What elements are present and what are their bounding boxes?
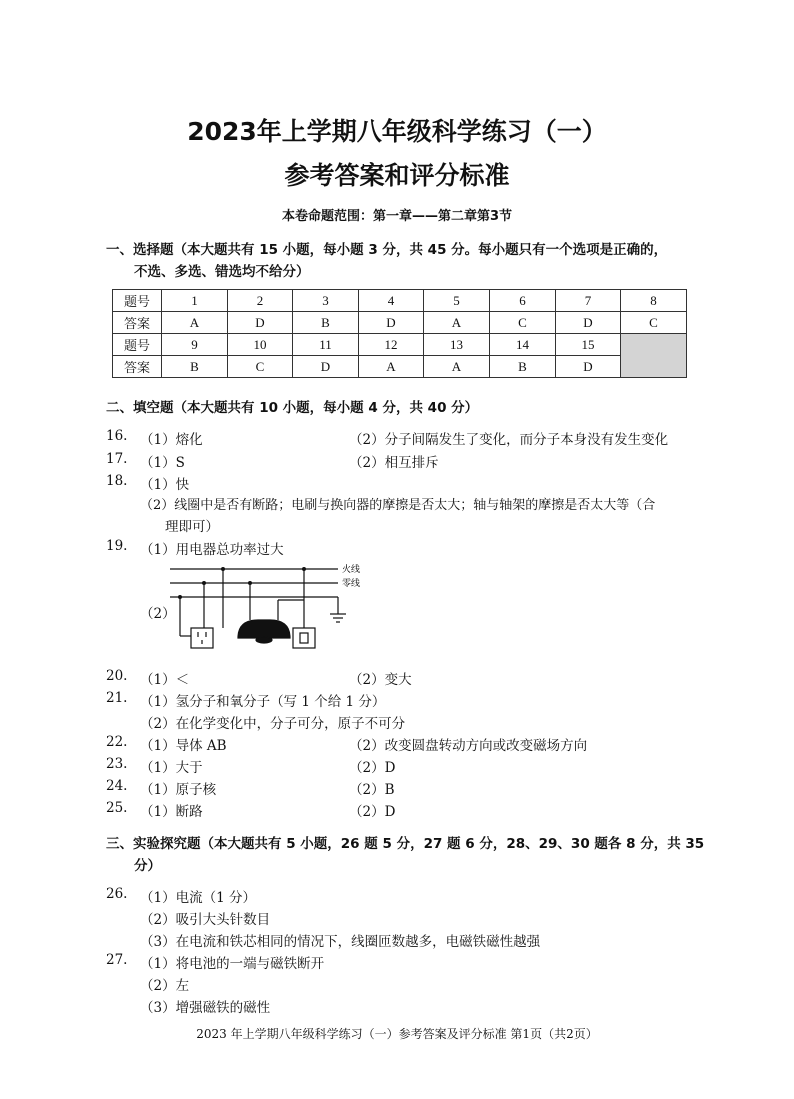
table-cell: 2 xyxy=(228,290,293,312)
table-cell: A xyxy=(424,356,490,378)
table-cell: 14 xyxy=(490,334,556,356)
page-subtitle: 参考答案和评分标准 xyxy=(284,161,510,190)
section1-heading-cont: 不选、多选、错选均不给分） xyxy=(134,264,310,280)
answer-text: （1）电流（1 分） xyxy=(140,890,256,906)
question-number: 18. xyxy=(106,473,128,489)
table-cell: A xyxy=(424,312,490,334)
answer-text: （1）快 xyxy=(140,477,190,493)
socket-icon xyxy=(191,628,213,648)
answer-text: （2）D xyxy=(349,760,396,776)
table-cell: D xyxy=(293,356,359,378)
answer-text: （1）原子核 xyxy=(140,782,217,798)
table-row xyxy=(113,312,687,334)
question-number: 25. xyxy=(106,800,128,816)
table-cell: B xyxy=(162,356,228,378)
answer-text: （1）S xyxy=(140,455,185,471)
table-cell: 13 xyxy=(424,334,490,356)
table-cell: 题号 xyxy=(113,290,162,312)
question-number: 23. xyxy=(106,756,128,772)
table-cell: B xyxy=(490,356,556,378)
question-number: 20. xyxy=(106,668,128,684)
answer-text: （2）分子间隔发生了变化，而分子本身没有发生变化 xyxy=(349,432,669,448)
question-number: 24. xyxy=(106,778,128,794)
table-cell: C xyxy=(490,312,556,334)
exam-scope: 本卷命题范围：第一章——第二章第3节 xyxy=(281,209,513,224)
table-cell: 4 xyxy=(359,290,424,312)
section1-heading: 一、选择题（本大题共有 15 小题，每小题 3 分，共 45 分。每小题只有一个选项是正确的， xyxy=(106,242,668,258)
answer-text: 理即可） xyxy=(165,519,219,535)
answer-text: （1）断路 xyxy=(140,804,203,820)
table-cell: 12 xyxy=(359,334,424,356)
answer-text: （2）在化学变化中，分子可分，原子不可分 xyxy=(140,716,406,732)
answer-text: （2）相互排斥 xyxy=(349,455,439,471)
table-row xyxy=(113,290,687,312)
table-cell: 题号 xyxy=(113,334,162,356)
table-cell-empty xyxy=(621,334,687,378)
table-cell: B xyxy=(293,312,359,334)
question-number: 16. xyxy=(106,428,128,444)
answer-text: （1）氢分子和氧分子（写 1 个给 1 分） xyxy=(140,694,386,710)
question-number: 22. xyxy=(106,734,128,750)
question-number: 27. xyxy=(106,952,128,968)
answer-text: （2）左 xyxy=(140,978,190,994)
table-cell: 答案 xyxy=(113,356,162,378)
answer-text: （1）用电器总功率过大 xyxy=(140,542,284,558)
answer-text: （1）将电池的一端与磁铁断开 xyxy=(140,956,325,972)
answer-text: （1）大于 xyxy=(140,760,203,776)
section3-heading: 三、实验探究题（本大题共有 5 小题，26 题 5 分，27 题 6 分，28、29、30 题各 8 分，共 35 xyxy=(106,836,705,852)
answer-text: （2）改变圆盘转动方向或改变磁场方向 xyxy=(349,738,588,754)
lamp-icon xyxy=(238,620,290,638)
question-number: 21. xyxy=(106,690,128,706)
section3-heading-cont: 分） xyxy=(134,858,161,874)
table-cell: A xyxy=(162,312,228,334)
switch-icon xyxy=(293,628,315,648)
question-number: 17. xyxy=(106,451,128,467)
table-cell: C xyxy=(621,312,687,334)
table-cell: 8 xyxy=(621,290,687,312)
table-cell: 7 xyxy=(556,290,621,312)
table-cell: D xyxy=(556,312,621,334)
table-cell: D xyxy=(359,312,424,334)
answer-text: （1）导体 AB xyxy=(140,738,227,754)
table-cell: C xyxy=(228,356,293,378)
household-circuit-diagram xyxy=(168,560,368,660)
page-footer: 2023 年上学期八年级科学练习（一）参考答案及评分标准 第1页（共2页） xyxy=(196,1027,598,1041)
answer-text: （1）熔化 xyxy=(140,432,203,448)
answer-text: （2）变大 xyxy=(349,672,412,688)
table-cell: 15 xyxy=(556,334,621,356)
table-cell: 1 xyxy=(162,290,228,312)
neutral-wire-label: 零线 xyxy=(342,579,361,589)
table-cell: 11 xyxy=(293,334,359,356)
answer-text: （3）在电流和铁芯相同的情况下，线圈匝数越多，电磁铁磁性越强 xyxy=(140,934,541,950)
page-title: 2023年上学期八年级科学练习（一） xyxy=(187,117,607,146)
answer-text: （2）D xyxy=(349,804,396,820)
answer-text: （2）线圈中是否有断路；电刷与换向器的摩擦是否太大；轴与轴架的摩擦是否太大等（合 xyxy=(140,498,656,513)
table-cell: 答案 xyxy=(113,312,162,334)
table-cell: A xyxy=(359,356,424,378)
table-cell: 9 xyxy=(162,334,228,356)
table-row xyxy=(113,356,687,378)
table-cell: 6 xyxy=(490,290,556,312)
live-wire-label: 火线 xyxy=(342,565,361,575)
table-cell: 3 xyxy=(293,290,359,312)
answer-text: （2） xyxy=(140,606,176,622)
table-cell: 5 xyxy=(424,290,490,312)
section2-heading: 二、填空题（本大题共有 10 小题，每小题 4 分，共 40 分） xyxy=(106,400,479,416)
answer-text: （1）＜ xyxy=(140,672,190,688)
answer-text: （2）B xyxy=(349,782,395,798)
question-number: 19. xyxy=(106,538,128,554)
table-cell: 10 xyxy=(228,334,293,356)
table-row xyxy=(113,334,687,356)
choice-answer-table xyxy=(112,289,687,378)
question-number: 26. xyxy=(106,886,128,902)
table-cell: D xyxy=(556,356,621,378)
answer-text: （2）吸引大头针数目 xyxy=(140,912,271,928)
answer-text: （3）增强磁铁的磁性 xyxy=(140,1000,271,1016)
table-cell: D xyxy=(228,312,293,334)
